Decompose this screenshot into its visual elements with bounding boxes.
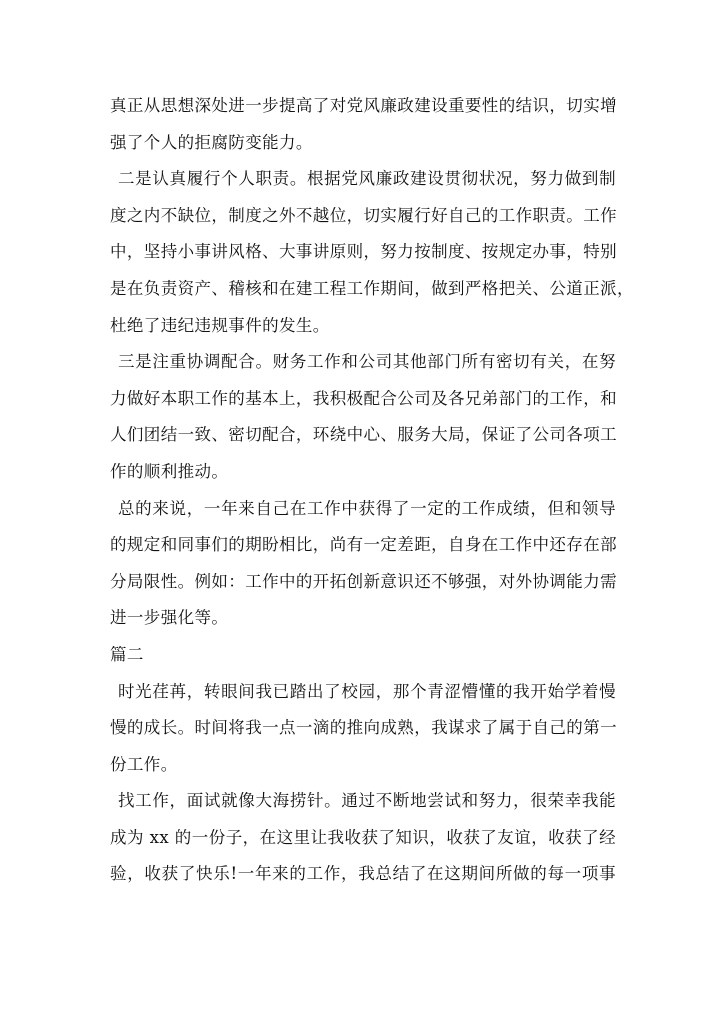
- text-line: 成为 xx 的一份子，在这里让我收获了知识，收获了友谊，收获了经: [110, 827, 616, 847]
- text-line: 人们团结一致、密切配合，环绕中心、服务大局，保证了公司各项工: [110, 425, 617, 445]
- text-line: 进一步强化等。: [110, 608, 229, 628]
- text-line: 验，收获了快乐!一年来的工作，我总结了在这期间所做的每一项事: [110, 864, 616, 884]
- paragraph-start-line: 时光荏苒，转眼间我已踏出了校园，那个青涩懵懂的我开始学着慢: [118, 681, 616, 701]
- text-line: 份工作。: [110, 754, 178, 774]
- text-line: 是在负责资产、稽核和在建工程工作期间，做到严格把关、公道正派，: [110, 278, 634, 298]
- text-line: 中，坚持小事讲风格、大事讲原则，努力按制度、按规定办事，特别: [110, 242, 617, 262]
- text-line: 杜绝了违纪违规事件的发生。: [110, 315, 330, 335]
- text-line: 慢的成长。时间将我一点一滴的推向成熟，我谋求了属于自己的第一: [110, 718, 617, 738]
- paragraph-start-line: 找工作，面试就像大海捞针。通过不断地尝试和努力，很荣幸我能: [118, 791, 616, 811]
- document-page: [110, 88, 634, 893]
- text-line: 强了个人的拒腐防变能力。: [110, 132, 313, 152]
- text-line: 分局限性。例如：工作中的开拓创新意识还不够强，对外协调能力需: [110, 571, 617, 591]
- text-line: 的规定和同事们的期盼相比，尚有一定差距，自身在工作中还存在部: [110, 535, 617, 555]
- text-line: 度之内不缺位，制度之外不越位，切实履行好自己的工作职责。工作: [110, 205, 617, 225]
- text-line: 作的顺利推动。: [110, 461, 229, 481]
- text-line: 力做好本职工作的基本上，我积极配合公司及各兄弟部门的工作，和: [110, 388, 617, 408]
- paragraph-start-line: 总的来说，一年来自己在工作中获得了一定的工作成绩，但和领导: [118, 498, 616, 518]
- paragraph-start-line: 二是认真履行个人职责。根据党风廉政建设贯彻状况，努力做到制: [118, 169, 616, 189]
- text-line: 真正从思想深处进一步提高了对党风廉政建设重要性的结识，切实增: [110, 96, 617, 115]
- section-heading: 篇二: [110, 644, 144, 664]
- paragraph-start-line: 三是注重协调配合。财务工作和公司其他部门所有密切有关，在努: [118, 352, 616, 372]
